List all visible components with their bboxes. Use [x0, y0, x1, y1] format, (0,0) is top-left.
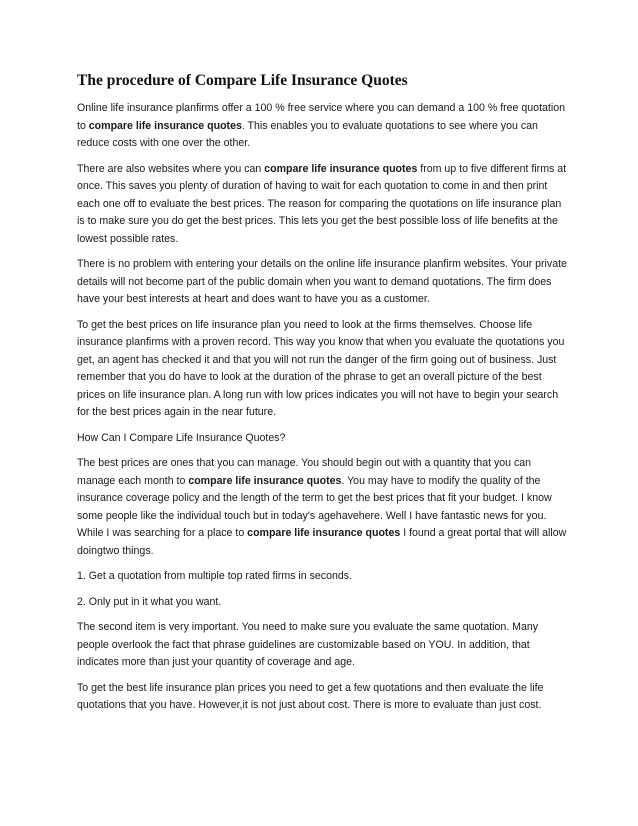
page-title: The procedure of Compare Life Insurance Quotes: [77, 72, 408, 89]
paragraph-2: [77, 161, 569, 249]
paragraph-1: [77, 100, 569, 153]
keyword-link: compare life insurance quotes: [188, 474, 342, 487]
text-run: from up to five different firms at once. This saves you plenty of duration of having to wait for each quotation to come in and then print each one off to evaluate the best prices. The reason for comparing the quotations on life insurance plan is to make sure you do get the best prices. This lets you get the best possible loss of life benefits at the lowest possible rates.: [77, 162, 567, 245]
paragraph-4: To get the best prices on life insurance plan you need to look at the firms themselves. Choose life insurance planfirms with a proven record. This way you know that when you evaluate the quotations you get, an agent has checked it and that you will not run the danger of the firm going out of business. Just remember that you do have to look at the duration of the phrase to get an overall picture of the best prices on life insurance plan. A long run with low prices indicates you will not have to begin your search for the best prices again in the near future.: [77, 318, 565, 418]
paragraph-5: [77, 455, 569, 560]
text-run: . This enables you to evaluate quotations to see where you can reduce costs with one over the other.: [77, 119, 538, 149]
keyword-link: compare life insurance quotes: [247, 527, 401, 539]
subheading: How Can I Compare Life Insurance Quotes?: [77, 431, 286, 444]
paragraph-7: To get the best life insurance plan prices you need to get a few quotations and then evaluate the life quotations that you have. However,it is not just about cost. There is more to evaluate than just cost.: [77, 681, 544, 711]
text-run: There are also websites where you can: [77, 162, 265, 175]
text-run: Online life insurance planfirms offer a 100 % free service where you can demand a 100 % free quotation to: [77, 102, 565, 132]
keyword-link: compare life insurance quotes: [264, 162, 418, 175]
text-run: The best prices are ones that you can manage. You should begin out with a quantity that you can manage each month to: [77, 457, 532, 487]
keyword-link: compare life insurance quotes: [88, 119, 242, 132]
text-run: I found a great portal that will allow doingtwo things.: [77, 527, 567, 557]
paragraph-3: There is no problem with entering your details on the online life insurance planfirm websites. Your private details will not become part of the public domain when you want to demand quotations. The firm does have your best interests at heart and does want to have you as a customer.: [77, 258, 567, 305]
text-run: . You may have to modify the quality of the insurance coverage policy and the length of the term to get the best prices that fit your budget. I know some people like the individual touch but in today's agehavehere. Well I have fantastic news for you. While I was searching for a place to: [77, 474, 552, 539]
document-body: [77, 100, 569, 723]
list-item: 2. Only put in it what you want.: [77, 595, 222, 608]
paragraph-6: The second item is very important. You need to make sure you evaluate the same quotation. Many people overlook the fact that phrase guidelines are customizable based on YOU. In addition, that indicates more than just your quantity of coverage and age.: [77, 621, 539, 668]
list-item: 1. Get a quotation from multiple top rated firms in seconds.: [77, 570, 352, 582]
